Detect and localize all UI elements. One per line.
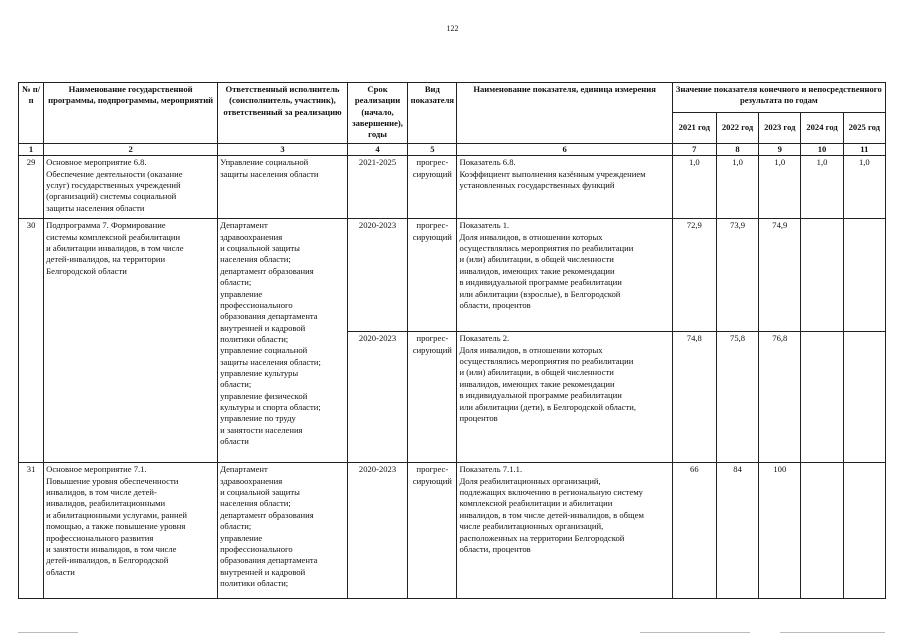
row-indicator-name-line: осуществлялись мероприятия по реабилитации bbox=[459, 356, 634, 367]
row-indicator-name-line: или абилитации (дети), в Белгородской области, bbox=[459, 401, 637, 412]
row-number: 31 bbox=[19, 463, 44, 599]
row-responsible-line: образования департамента bbox=[220, 311, 318, 322]
row-indicator-type-line: прогрес- bbox=[416, 157, 449, 168]
row-indicator-name-line: области, процентов bbox=[459, 543, 531, 554]
row-name-line: (организаций) системы социальной bbox=[46, 191, 177, 202]
row-responsible-line: образования департамента bbox=[220, 555, 318, 566]
row-indicator-name-line: инвалидов, имеющих такие рекомендации bbox=[459, 378, 615, 389]
row-indicator-type bbox=[408, 463, 457, 599]
row-indicator-name-line: инвалидов, в том числе детей-инвалидов, в общем bbox=[459, 509, 644, 520]
row-responsible-line: культуры и спорта области; bbox=[220, 401, 321, 412]
row-responsible-line: управление bbox=[220, 532, 263, 543]
row-responsible-line: политики области; bbox=[220, 333, 289, 344]
row-name-line: защиты населения области bbox=[46, 202, 145, 213]
row-indicator-type bbox=[408, 219, 457, 332]
row-indicator-type-line: сирующий bbox=[412, 344, 452, 355]
column-number: 3 bbox=[218, 144, 348, 156]
row-name-line: помощью, а также повышение уровня bbox=[46, 521, 186, 532]
row-indicator-name-line: подлежащих включению в региональную систему bbox=[459, 487, 643, 498]
row-indicator-type-line: сирующий bbox=[412, 168, 452, 179]
row-value: 66 bbox=[672, 463, 716, 599]
row-value: 1,0 bbox=[801, 156, 843, 219]
page-number: 122 bbox=[446, 24, 459, 33]
header-year: 2022 год bbox=[716, 113, 758, 144]
row-indicator-name-line: Доля инвалидов, в отношении которых bbox=[459, 231, 603, 242]
row-value bbox=[843, 463, 885, 599]
row-responsible-line: департамент образования bbox=[220, 265, 314, 276]
row-indicator-name-line: Доля инвалидов, в отношении которых bbox=[459, 344, 603, 355]
row-responsible bbox=[218, 463, 348, 599]
header-year: 2025 год bbox=[843, 113, 885, 144]
row-indicator-type bbox=[408, 156, 457, 219]
row-name-line: профессионального развития bbox=[46, 532, 154, 543]
row-responsible-line: Управление социальной bbox=[220, 157, 309, 168]
row-indicator-name-line: Показатель 6.8. bbox=[459, 157, 516, 168]
row-indicator-name-line: Показатель 2. bbox=[459, 333, 510, 344]
row-value: 100 bbox=[759, 463, 801, 599]
row-indicator-type-line: прогрес- bbox=[416, 464, 449, 475]
row-responsible-line: управление по труду bbox=[220, 413, 296, 424]
row-term: 2020-2023 bbox=[347, 332, 407, 463]
row-responsible bbox=[218, 156, 348, 219]
row-value: 74,8 bbox=[672, 332, 716, 463]
row-responsible-line: области; bbox=[220, 277, 252, 288]
row-name-line: инвалидов, реабилитационными bbox=[46, 498, 166, 509]
row-value: 1,0 bbox=[843, 156, 885, 219]
row-indicator-type-line: сирующий bbox=[412, 231, 452, 242]
row-responsible-line: Департамент bbox=[220, 220, 268, 231]
column-number: 9 bbox=[759, 144, 801, 156]
row-indicator-name-line: процентов bbox=[459, 412, 498, 423]
column-number: 7 bbox=[672, 144, 716, 156]
row-indicator-name-line: Показатель 1. bbox=[459, 220, 510, 231]
row-indicator-name-line: расположенных на территории Белгородской bbox=[459, 532, 625, 543]
row-indicator-type bbox=[408, 332, 457, 463]
row-responsible-line: управление культуры bbox=[220, 367, 299, 378]
column-number: 6 bbox=[457, 144, 672, 156]
row-responsible-line: здравоохранения bbox=[220, 231, 283, 242]
row-responsible-line: населения области; bbox=[220, 498, 291, 509]
header-term: Срок реализации (начало, завершение), годы bbox=[347, 83, 407, 144]
row-name-line: и занятости инвалидов, в том числе bbox=[46, 543, 177, 554]
row-indicator-name-line: числе реабилитационных организаций, bbox=[459, 521, 604, 532]
row-responsible-line: Департамент bbox=[220, 464, 268, 475]
row-responsible-line: населения области; bbox=[220, 254, 291, 265]
row-indicator-name-line: Доля реабилитационных организаций, bbox=[459, 475, 601, 486]
column-number: 1 bbox=[19, 144, 44, 156]
row-indicator-type-line: прогрес- bbox=[416, 220, 449, 231]
row-name-line: Основное мероприятие 6.8. bbox=[46, 157, 147, 168]
column-number: 10 bbox=[801, 144, 843, 156]
row-indicator-name bbox=[457, 219, 672, 332]
row-value: 73,9 bbox=[716, 219, 758, 332]
table-body bbox=[19, 156, 886, 599]
row-name-line: инвалидов, в том числе детей- bbox=[46, 487, 157, 498]
row-responsible-line: внутренней и кадровой bbox=[220, 566, 306, 577]
row-responsible bbox=[218, 219, 348, 463]
footer-rule bbox=[18, 632, 78, 633]
row-indicator-name-line: в индивидуальной программе реабилитации bbox=[459, 277, 622, 288]
row-responsible-line: и социальной защиты bbox=[220, 243, 300, 254]
header-year: 2023 год bbox=[759, 113, 801, 144]
row-responsible-line: защиты населения области; bbox=[220, 356, 321, 367]
table-row bbox=[19, 156, 886, 219]
row-indicator-name bbox=[457, 156, 672, 219]
row-value: 84 bbox=[716, 463, 758, 599]
row-name-line: и абилитации инвалидов, в том числе bbox=[46, 243, 184, 254]
row-indicator-name-line: комплексной реабилитации и абилитации bbox=[459, 498, 613, 509]
row-responsible-line: департамент образования bbox=[220, 509, 314, 520]
header-indicator: Наименование показателя, единица измерения bbox=[457, 83, 672, 144]
column-number: 4 bbox=[347, 144, 407, 156]
header-year: 2024 год bbox=[801, 113, 843, 144]
column-number: 2 bbox=[44, 144, 218, 156]
row-indicator-name-line: Показатель 7.1.1. bbox=[459, 464, 523, 475]
row-value: 74,9 bbox=[759, 219, 801, 332]
row-term: 2020-2023 bbox=[347, 219, 407, 332]
row-value: 1,0 bbox=[716, 156, 758, 219]
row-responsible-line: здравоохранения bbox=[220, 475, 283, 486]
table-row bbox=[19, 219, 886, 332]
row-responsible-line: области; bbox=[220, 521, 252, 532]
row-name bbox=[44, 463, 218, 599]
row-indicator-name bbox=[457, 332, 672, 463]
row-indicator-name-line: Коэффициент выполнения казённым учреждением bbox=[459, 168, 646, 179]
row-indicator-type-line: прогрес- bbox=[416, 333, 449, 344]
row-responsible-line: профессионального bbox=[220, 543, 293, 554]
row-value: 72,9 bbox=[672, 219, 716, 332]
row-responsible-line: области bbox=[220, 435, 249, 446]
header-type: Вид показателя bbox=[408, 83, 457, 144]
row-name-line: Повышение уровня обеспеченности bbox=[46, 475, 179, 486]
footer-rule bbox=[640, 632, 750, 633]
row-responsible-line: политики области; bbox=[220, 577, 289, 588]
row-name bbox=[44, 156, 218, 219]
row-responsible-line: профессионального bbox=[220, 299, 293, 310]
column-number: 5 bbox=[408, 144, 457, 156]
row-name-line: Основное мероприятие 7.1. bbox=[46, 464, 147, 475]
row-name-line: Подпрограмма 7. Формирование bbox=[46, 220, 166, 231]
row-responsible-line: и социальной защиты bbox=[220, 487, 300, 498]
row-name-line: детей-инвалидов, на территории bbox=[46, 254, 166, 265]
row-name bbox=[44, 219, 218, 463]
table-row bbox=[19, 463, 886, 599]
row-name-line: области bbox=[46, 566, 75, 577]
row-indicator-name bbox=[457, 463, 672, 599]
row-responsible-line: и занятости населения bbox=[220, 424, 303, 435]
row-value: 1,0 bbox=[759, 156, 801, 219]
row-name-line: Белгородской области bbox=[46, 265, 127, 276]
row-term: 2020-2023 bbox=[347, 463, 407, 599]
column-number: 8 bbox=[716, 144, 758, 156]
header-responsible: Ответственный исполнитель (соисполнитель, участник), ответственный за реализацию bbox=[218, 83, 348, 144]
row-responsible-line: защиты населения области bbox=[220, 168, 319, 179]
row-indicator-type-line: сирующий bbox=[412, 475, 452, 486]
row-term: 2021-2025 bbox=[347, 156, 407, 219]
header-year: 2021 год bbox=[672, 113, 716, 144]
row-value: 1,0 bbox=[672, 156, 716, 219]
row-number: 29 bbox=[19, 156, 44, 219]
row-value bbox=[801, 219, 843, 332]
row-indicator-name-line: и (или) абилитации, в общей численности bbox=[459, 367, 614, 378]
column-number: 11 bbox=[843, 144, 885, 156]
indicators-table bbox=[18, 82, 886, 599]
row-responsible-line: внутренней и кадровой bbox=[220, 322, 306, 333]
row-indicator-name-line: в индивидуальной программе реабилитации bbox=[459, 390, 622, 401]
row-responsible-line: области; bbox=[220, 379, 252, 390]
row-name-line: системы комплексной реабилитации bbox=[46, 231, 181, 242]
header-name: Наименование государственной программы, подпрограммы, мероприятий bbox=[44, 83, 218, 144]
row-indicator-name-line: осуществлялись мероприятия по реабилитации bbox=[459, 243, 634, 254]
row-indicator-name-line: инвалидов, имеющих такие рекомендации bbox=[459, 265, 615, 276]
row-value: 75,8 bbox=[716, 332, 758, 463]
row-indicator-name-line: или абилитации (взрослые), в Белгородской bbox=[459, 288, 621, 299]
header-values-group: Значение показателя конечного и непосредственного результата по годам bbox=[672, 83, 885, 113]
row-value: 76,8 bbox=[759, 332, 801, 463]
row-name-line: услуг) государственных учреждений bbox=[46, 180, 181, 191]
row-responsible-line: управление социальной bbox=[220, 345, 308, 356]
row-indicator-name-line: области, процентов bbox=[459, 299, 531, 310]
footer-rule bbox=[780, 632, 885, 633]
row-value bbox=[801, 463, 843, 599]
header-num: № п/п bbox=[19, 83, 44, 144]
row-name-line: детей-инвалидов, в Белгородской bbox=[46, 555, 169, 566]
row-responsible-line: управление физической bbox=[220, 390, 308, 401]
row-number: 30 bbox=[19, 219, 44, 463]
row-responsible-line: управление bbox=[220, 288, 263, 299]
row-value bbox=[801, 332, 843, 463]
row-value bbox=[843, 219, 885, 332]
row-indicator-name-line: установленных государственных функций bbox=[459, 180, 615, 191]
row-name-line: и абилитационными услугами, ранней bbox=[46, 509, 187, 520]
row-name-line: Обеспечение деятельности (оказание bbox=[46, 168, 183, 179]
row-value bbox=[843, 332, 885, 463]
row-indicator-name-line: и (или) абилитации, в общей численности bbox=[459, 254, 614, 265]
